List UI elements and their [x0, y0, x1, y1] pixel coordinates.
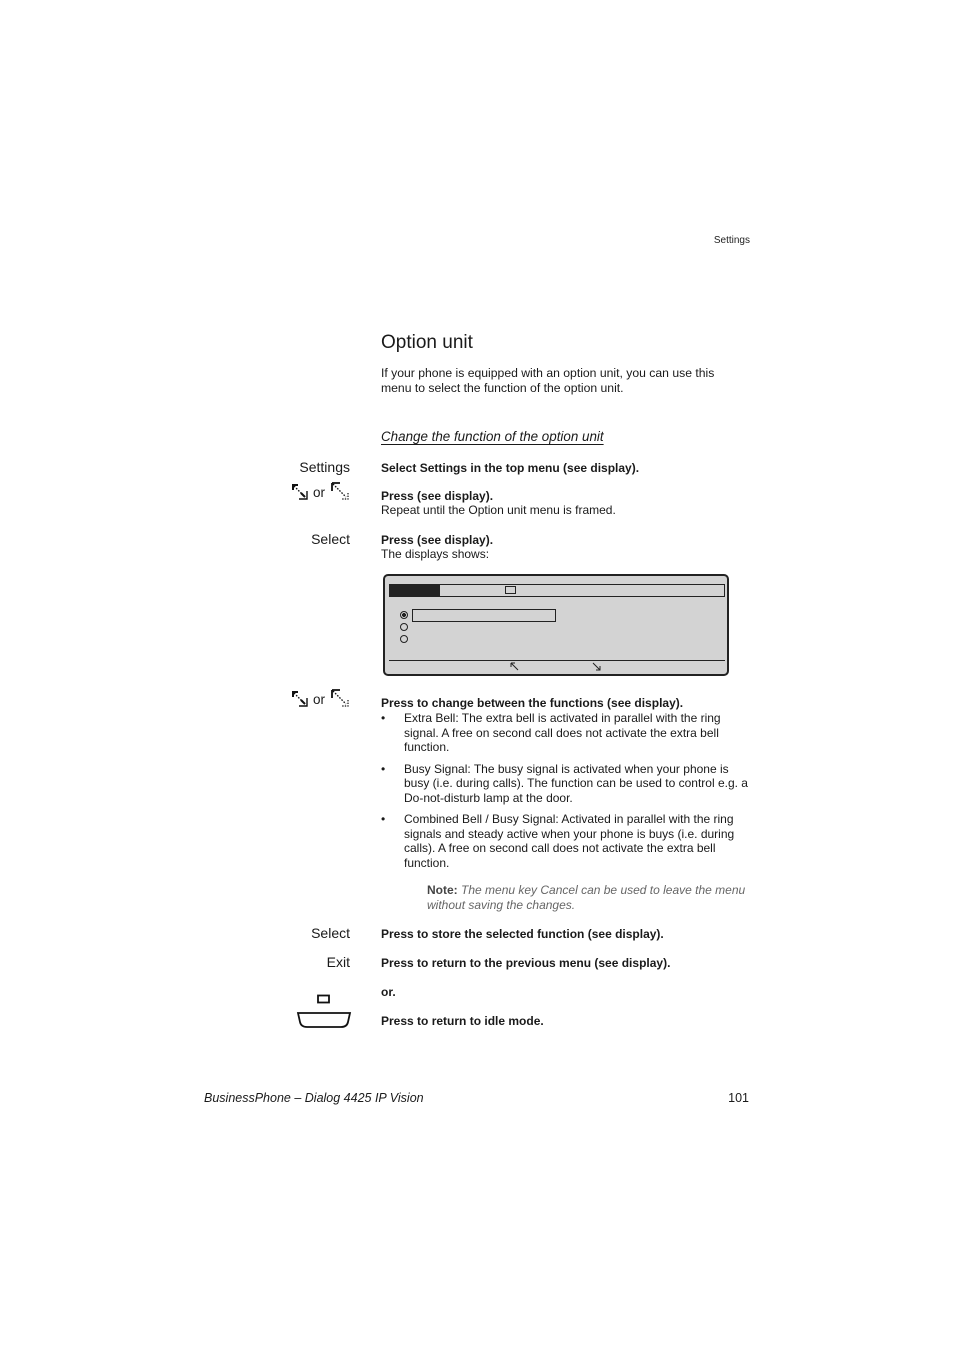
- select-key-label: Select: [311, 531, 350, 547]
- list-item: [381, 812, 751, 870]
- arrow-up-left-icon: [291, 690, 309, 708]
- footer-product: BusinessPhone – Dialog 4425 IP Vision: [204, 1091, 424, 1105]
- or-label: or: [313, 485, 326, 500]
- running-header: Settings: [713, 235, 750, 246]
- list-item-text: Busy Signal: The busy signal is activated when your phone is busy (i.e. during calls). The function can be used to control e.g. a Do-not-disturb lamp at the door.: [404, 761, 748, 805]
- note: [427, 883, 757, 912]
- bullet-dot: •: [381, 711, 386, 725]
- settings-key-label: Settings: [299, 459, 350, 475]
- step-3-detail: The displays shows:: [381, 547, 490, 561]
- function-list: [381, 711, 751, 877]
- note-text: The menu key Cancel can be used to leave the menu without saving the changes.: [427, 883, 746, 912]
- step-1-instruction: Select Settings in the top menu (see display).: [381, 461, 640, 475]
- display-bottom-rule: [389, 660, 725, 661]
- note-label: Note:: [427, 883, 458, 897]
- page-number: 101: [728, 1091, 749, 1105]
- arrow-down-right-icon: [331, 689, 349, 707]
- step-4-instruction: Press to change between the functions (see display).: [381, 696, 684, 710]
- intro-text: If your phone is equipped with an option unit, you can use this menu to select the function of the option unit.: [381, 366, 715, 395]
- section-subheading: Change the function of the option unit: [381, 429, 604, 444]
- step-2-detail: Repeat until the Option unit menu is framed.: [381, 503, 616, 517]
- step-3-instruction: Press (see display).: [381, 533, 494, 547]
- display-active-tab: [389, 584, 440, 597]
- clear-key-icon: [296, 994, 352, 1030]
- or-text: or.: [381, 985, 396, 999]
- display-down-arrow-icon: [592, 662, 601, 671]
- list-item: [381, 762, 751, 806]
- list-item-text: Combined Bell / Busy Signal: Activated in parallel with the ring signals and steady active when your phone is buys (i.e. during calls). A free on second call does not activate the extra bell function.: [404, 812, 735, 870]
- display-tab-icon: [505, 586, 516, 594]
- display-up-arrow-icon: [510, 662, 519, 671]
- or-label: or: [313, 692, 326, 707]
- list-item: [381, 711, 751, 755]
- radio-option-2: [400, 623, 408, 631]
- navigation-keys: [291, 483, 351, 503]
- step-2-instruction: Press (see display).: [381, 489, 494, 503]
- phone-display-illustration: [383, 574, 729, 676]
- bullet-dot: •: [381, 761, 386, 776]
- exit-key-label: Exit: [326, 954, 350, 970]
- page-title: Option unit: [381, 332, 473, 353]
- radio-option-3: [400, 635, 408, 643]
- step-8-instruction: Press to return to idle mode.: [381, 1014, 544, 1028]
- arrow-up-left-icon: [291, 483, 309, 501]
- navigation-keys-2: [291, 690, 351, 710]
- step-5-instruction: Press to store the selected function (see display).: [381, 927, 664, 941]
- arrow-down-right-icon: [331, 482, 349, 500]
- select-key-label-2: Select: [311, 925, 350, 941]
- display-selection-frame: [412, 609, 556, 622]
- radio-selected: [400, 611, 408, 619]
- bullet-dot: •: [381, 812, 386, 826]
- step-6-instruction: Press to return to the previous menu (see display).: [381, 956, 671, 970]
- list-item-text: Extra Bell: The extra bell is activated in parallel with the ring signal. A free on second call does not activate the extra bell function.: [404, 711, 721, 754]
